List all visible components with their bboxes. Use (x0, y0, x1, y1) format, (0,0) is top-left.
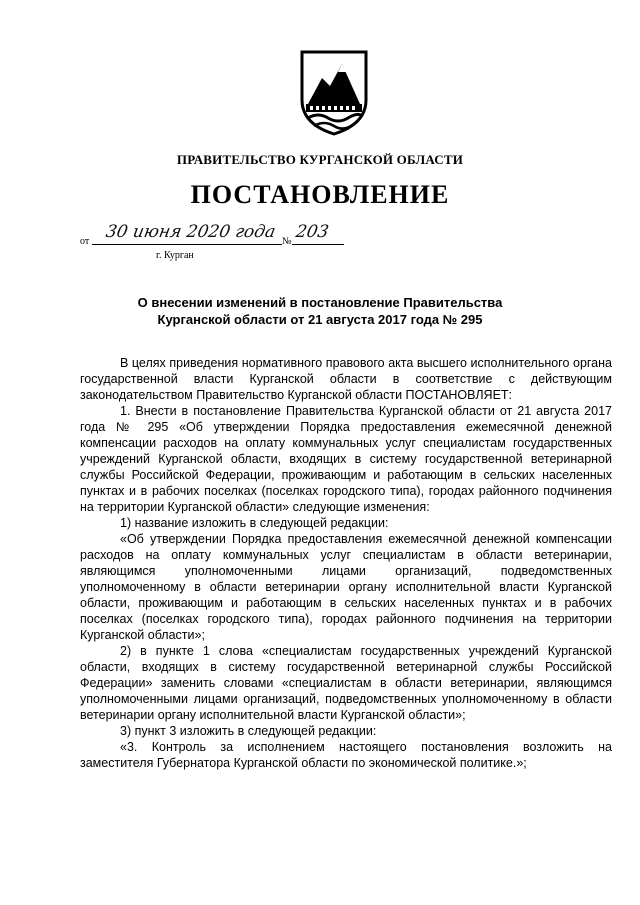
document-type-heading: ПОСТАНОВЛЕНИЕ (190, 180, 450, 209)
handwritten-date: 30 июня 2020 года (104, 222, 277, 242)
clause-1-paragraph: 1. Внести в постановление Правительства Курганской области от 21 августа 2017 года № 295 «Об утверждении Порядка предоставления ежемесячной денежной компенсации расходов на оплату коммунальных услуг специалистам государственных учреждений Курганской области, входящих в систему государственной ветеринарной службы Российской Федерации, проживающим и работающим в сельских населенных пунктах и в рабочих поселках (поселках городского типа), городах районного подчинения на территории Курганской области» следующие изменения: (80, 404, 612, 514)
number-underline (292, 244, 344, 245)
government-name: ПРАВИТЕЛЬСТВО КУРГАНСКОЙ ОБЛАСТИ (176, 152, 464, 167)
document-body (80, 355, 612, 771)
document-title (40, 294, 600, 328)
number-prefix: № (282, 236, 292, 247)
document-meta (80, 224, 380, 268)
date-prefix: от (80, 236, 90, 247)
subclause-1-paragraph: 1) название изложить в следующей редакции: (120, 516, 389, 530)
title-line-1: О внесении изменений в постановление Правительства (137, 295, 503, 310)
preamble-paragraph: В целях приведения нормативного правового акта высшего исполнительного органа государственной власти Курганской области в соответствие с действующим законодательством Правительство Курганской области ПОСТАНОВЛЯЕТ: (80, 356, 612, 402)
date-underline (92, 244, 282, 245)
title-line-2: Курганской области от 21 августа 2017 года № 295 (157, 312, 483, 327)
subclause-2-paragraph: 2) в пункте 1 слова «специалистам государственных учреждений Курганской области, входящих в систему государственной ветеринарной службы Российской Федерации» заменить словами «специалистам в области ветеринарии, являющимся уполномоченными лицами организаций, подведомственных уполномоченному в области ветеринарии органу исполнительной власти Курганской области»; (80, 644, 612, 722)
handwritten-number: 203 (294, 222, 331, 242)
city-label: г. Курган (156, 250, 194, 261)
coat-of-arms-emblem (298, 48, 370, 138)
new-title-paragraph: «Об утверждении Порядка предоставления ежемесячной денежной компенсации расходов на оплату коммунальных услуг специалистам в области ветеринарии, являющимся уполномоченными лицами организаций, подведомственных уполномоченному в области ветеринарии органу исполнительной власти Курганской области, проживающим и работающим в сельских населенных пунктах и в рабочих поселках (поселках городского типа), городах районного подчинения на территории Курганской области»; (80, 532, 612, 642)
subclause-3-paragraph: 3) пункт 3 изложить в следующей редакции: (120, 724, 377, 738)
point-3-paragraph: «3. Контроль за исполнением настоящего постановления возложить на заместителя Губернатора Курганской области по экономической политике.»; (80, 740, 612, 770)
